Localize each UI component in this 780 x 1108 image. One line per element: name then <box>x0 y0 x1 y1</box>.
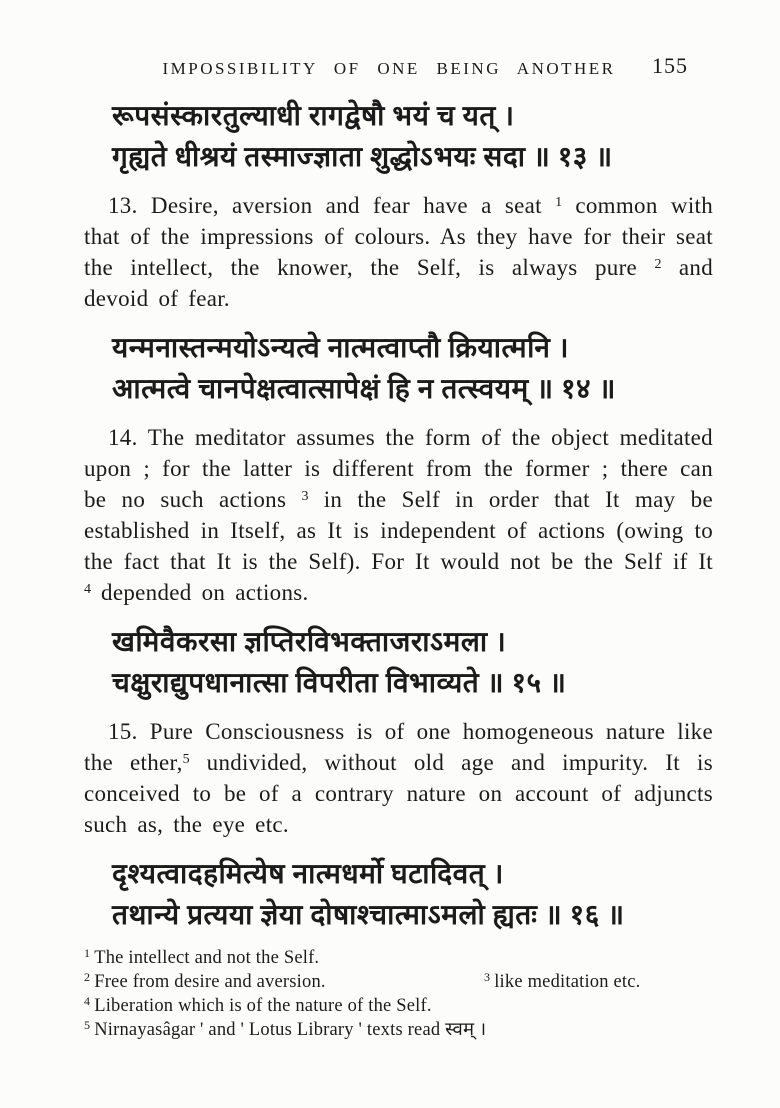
footnote-text: like meditation etc. <box>494 972 641 992</box>
footnote-row <box>84 946 713 970</box>
footnote-marker: 3 <box>484 970 491 984</box>
footnote-1 <box>84 946 319 970</box>
footnote-text: Liberation which is of the nature of the Self. <box>94 996 432 1016</box>
footnote-marker: 4 <box>84 994 91 1008</box>
verse-line: दृश्यत्वादहमित्येष नात्मधर्मो घटादिवत् । <box>112 859 504 890</box>
footnote-text: Nirnayasâgar ' and ' Lotus Library ' texts read स्वम् । <box>94 1020 487 1040</box>
footnote-row <box>84 970 713 994</box>
verse-line: खमिवैकरसा ज्ञप्तिरविभक्ताजराऽमला । <box>112 627 507 658</box>
sanskrit-verse-14 <box>84 328 713 410</box>
footnote-marker: 5 <box>84 1018 91 1032</box>
sanskrit-verse-15 <box>84 622 713 704</box>
footnote-4 <box>84 994 432 1018</box>
verse-line: रूपसंस्कारतुल्याधी रागद्वेषौ भयं च यत् । <box>112 101 515 132</box>
verse-line: गृह्यते धीश्रयं तस्माज्ज्ञाता शुद्धोऽभयः सदा ॥ १३ ॥ <box>112 142 613 173</box>
sanskrit-verse-13 <box>84 96 713 178</box>
footnote-marker: 2 <box>84 970 91 984</box>
translation-paragraph-13: 13. Desire, aversion and fear have a seat $^1$ common with that of the impressions of colours. As they have for their seat the intellect, the knower, the Self, is always pure $^2$ and devoid of fear. <box>84 193 714 311</box>
footnote-marker: 1 <box>84 946 91 960</box>
footnote-2 <box>84 970 484 994</box>
sanskrit-verse-16 <box>84 854 713 936</box>
footnote-5 <box>84 1018 486 1042</box>
footnote-text: The intellect and not the Self. <box>94 948 320 968</box>
verse-line: तथान्ये प्रत्यया ज्ञेया दोषाश्चात्माऽमलो ह्यतः ॥ १६ ॥ <box>112 900 625 931</box>
page-header <box>84 53 713 82</box>
footnote-row <box>84 1018 713 1042</box>
footnotes-section <box>84 946 713 1042</box>
translation-paragraph-14: 14. The meditator assumes the form of the object meditated upon ; for the latter is different from the former ; there can be no such actions $^3$ in the Self in order that It may be established in Itself, as It is independent of actions (owing to the fact that It is the Self). For It would not be the Self if It $^4$ depended on actions. <box>84 425 713 605</box>
page-number: 155 <box>652 53 688 78</box>
running-title: IMPOSSIBILITY OF ONE BEING ANOTHER <box>162 59 616 78</box>
verse-line: आत्मत्वे चानपेक्षत्वात्सापेक्षं हि न तत्स्वयम् ॥ १४ ॥ <box>112 374 616 405</box>
footnote-3 <box>484 970 641 994</box>
translation-paragraph-15: 15. Pure Consciousness is of one homogeneous nature like the ether,$^5$ undivided, without old age and impurity. It is conceived to be of a contrary nature on account of adjuncts such as, the eye etc. <box>84 719 713 837</box>
footnote-row <box>84 994 713 1018</box>
verse-line: चक्षुराद्युपधानात्सा विपरीता विभाव्यते ॥ १५ ॥ <box>112 668 567 699</box>
verse-line: यन्मनास्तन्मयोऽन्यत्वे नात्मत्वाप्तौ क्रियात्मनि । <box>112 333 569 364</box>
footnote-text: Free from desire and aversion. <box>94 972 326 992</box>
